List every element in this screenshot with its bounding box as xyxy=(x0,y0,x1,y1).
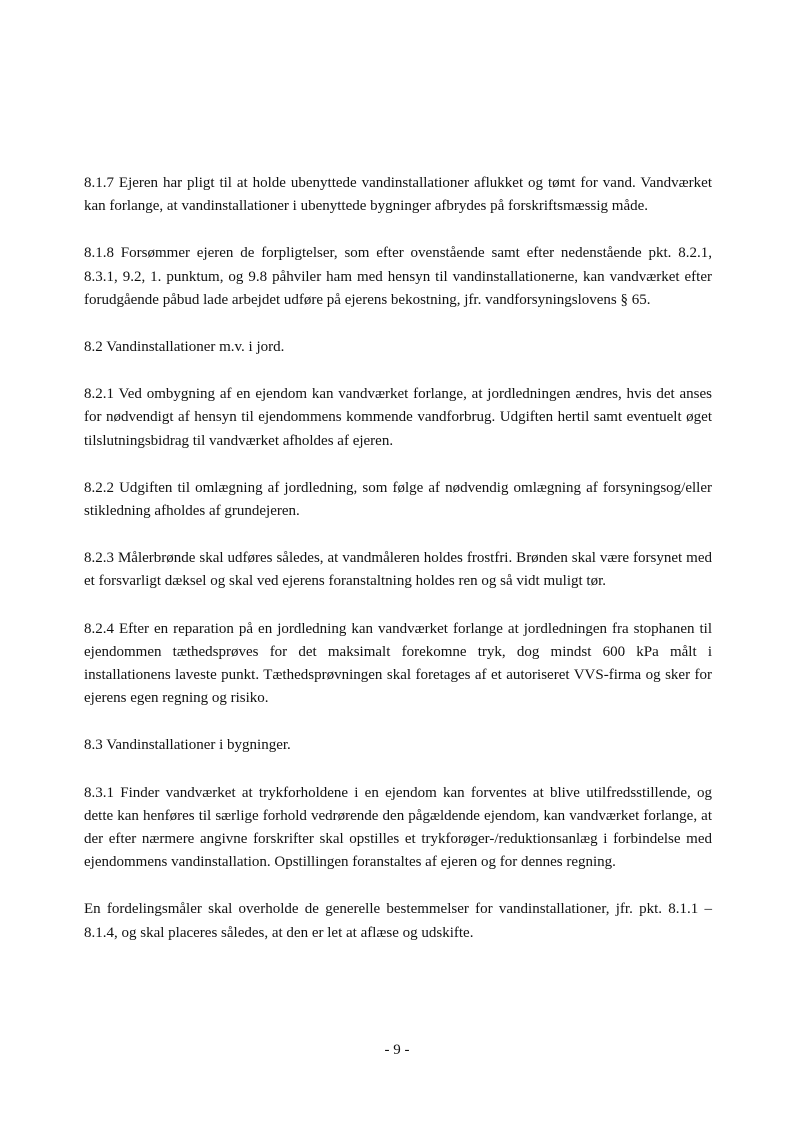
paragraph-8-3-1: 8.3.1 Finder vandværket at trykforholdene i en ejendom kan forventes at blive utilfredsstillende, og dette kan henføres til særlige forhold vedrørende den pågældende ejendom, kan vandværket forlange, at der efter nærmere angivne forskrifter skal opstilles et trykforøger-/reduktionsanlæg i forbindelse med ejendommens vandinstallation. Opstillingen foranstaltes af ejeren og for dennes regning. xyxy=(84,784,712,871)
paragraph-8-2-2: 8.2.2 Udgiften til omlægning af jordledning, som følge af nødvendig omlægning af forsyningsog/eller stikledning afholdes af grundejeren. xyxy=(84,479,712,520)
paragraph-8-2-3: 8.2.3 Målerbrønde skal udføres således, at vandmåleren holdes frostfri. Brønden skal være forsynet med et forsvarligt dæksel og skal ved ejerens foranstaltning holdes ren og så vidt muligt tør. xyxy=(84,550,712,590)
section-heading-8-2: 8.2 Vandinstallationer m.v. i jord. xyxy=(84,339,285,356)
page-number: - 9 - xyxy=(384,1042,410,1058)
section-heading-8-3: 8.3 Vandinstallationer i bygninger. xyxy=(84,737,291,754)
paragraph-8-2-4: 8.2.4 Efter en reparation på en jordledning kan vandværket forlange at jordledningen fra stophanen til ejendommen tæthedsprøves for det maksimalt forekomne tryk, dog mindst 600 kPa målt i installationens laveste punkt. Tæthedsprøvningen skal foretages af et autoriseret VVS-firma og sker for ejerens egen regning og risiko. xyxy=(84,620,712,707)
document-body xyxy=(84,172,712,969)
paragraph-fordelingsmaaler: En fordelingsmåler skal overholde de generelle bestemmelser for vandinstallationer, jfr. pkt. 8.1.1 – 8.1.4, og skal placeres således, at den er let at aflæse og udskifte. xyxy=(84,901,712,941)
paragraph-8-1-7: 8.1.7 Ejeren har pligt til at holde ubenyttede vandinstallationer aflukket og tømt for vand. Vandværket kan forlange, at vandinstallationer i ubenyttede bygninger afbrydes på forskriftsmæssig måde. xyxy=(84,175,712,215)
paragraph-8-1-8: 8.1.8 Forsømmer ejeren de forpligtelser, som efter ovenstående samt efter nedenstående pkt. 8.2.1, 8.3.1, 9.2, 1. punktum, og 9.8 påhviler ham med hensyn til vandinstallationerne, kan vandværket efter forudgående påbud lade arbejdet udføre på ejerens bekostning, jfr. vandforsyningslovens § 65. xyxy=(84,245,712,308)
paragraph-8-2-1: 8.2.1 Ved ombygning af en ejendom kan vandværket forlange, at jordledningen ændres, hvis det anses for nødvendigt af hensyn til ejendommens kommende vandforbrug. Udgiften hertil samt eventuelt øget tilslutningsbidrag til vandværket afholdes af ejeren. xyxy=(84,386,712,449)
